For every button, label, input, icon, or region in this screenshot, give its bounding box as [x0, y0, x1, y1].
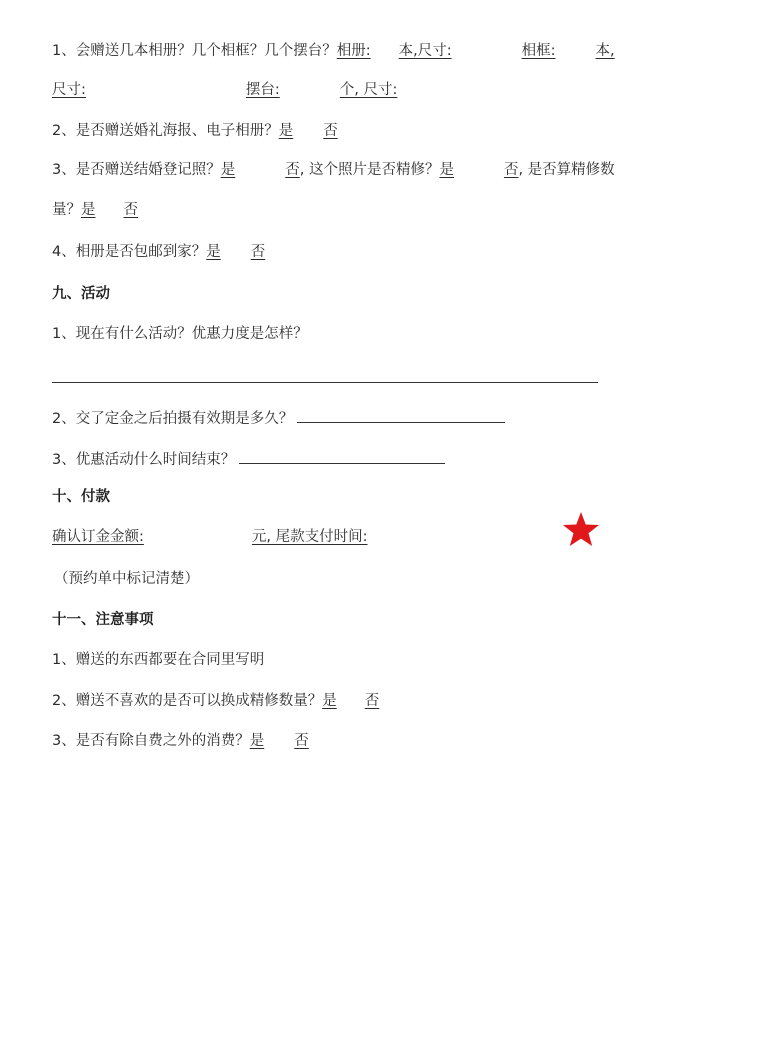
section9-q3-blank[interactable] [239, 447, 445, 464]
section11-item2-text: 2、赠送不喜欢的是否可以换成精修数量？ [52, 693, 323, 709]
section9-heading: 九、活动 [52, 286, 110, 302]
q1-size-stand-field [52, 82, 457, 98]
q2-no[interactable]: 否 [323, 123, 338, 139]
section11-item3-yes[interactable]: 是 [249, 733, 265, 749]
q3-line2 [52, 200, 138, 220]
section9-q1: 1、现在有什么活动？优惠力度是怎样？ [52, 326, 308, 342]
deposit-label: 确认订金金额: [52, 529, 144, 545]
section11-item3-text: 3、是否有除自费之外的消费？ [52, 733, 250, 749]
q1-stand-label: 摆台: [245, 82, 280, 98]
q1-album-label: 相册: [336, 43, 371, 59]
q1-frame-label: 相框: [521, 43, 556, 59]
section11-heading: 十一、注意事项 [52, 612, 154, 628]
q4-yes[interactable]: 是 [206, 244, 221, 260]
q3-yes[interactable]: 是 [220, 162, 236, 178]
section11-item1: 1、赠送的东西都要在合同里写明 [52, 652, 265, 668]
q2-yes[interactable]: 是 [278, 123, 294, 139]
q3-no3[interactable]: 否 [123, 202, 138, 218]
section9-q3-line [52, 447, 445, 470]
section9-q2-text: 2、交了定金之后拍摄有效期是多久？ [52, 411, 294, 427]
section11-item2-yes[interactable]: 是 [322, 693, 337, 709]
q3-yes-no-2[interactable] [439, 162, 518, 178]
q1-album-field [337, 43, 615, 59]
star-shape [563, 512, 599, 546]
q1-size2-label: 尺寸: [52, 82, 86, 98]
q1-ben2-label: 本, [595, 43, 615, 59]
q1-ge-label: 个, 尺寸: [339, 82, 398, 98]
q1-line2 [52, 80, 457, 100]
q4-line [52, 242, 265, 262]
section11-item2-line [52, 691, 379, 711]
section9-q3-text: 3、优惠活动什么时间结束？ [52, 452, 236, 468]
section10-note: （预约单中标记清楚） [54, 571, 199, 587]
q3-tail-text: , 是否算精修数 [518, 162, 615, 178]
deposit-field[interactable] [52, 529, 496, 545]
q2-text: 2、是否赠送婚礼海报、电子相册？ [52, 123, 279, 139]
section10-deposit-line [52, 527, 496, 547]
section11-item2-yes-no[interactable] [322, 693, 379, 709]
q2-yes-no[interactable] [279, 123, 338, 139]
section11-item3-line [52, 731, 309, 751]
q3-no[interactable]: 否 [285, 162, 300, 178]
section11-item3-no[interactable]: 否 [294, 733, 309, 749]
q3-yes3[interactable]: 是 [81, 202, 96, 218]
yuan-label: 元, 尾款支付时间: [251, 529, 368, 545]
q3-cont-text: 量？ [52, 202, 81, 218]
section9-q1-answer-line[interactable] [52, 382, 598, 383]
q2-line [52, 121, 338, 141]
section9-q2-blank[interactable] [297, 406, 505, 423]
section9-q2-line [52, 406, 505, 429]
q3-yes-no[interactable] [221, 162, 300, 178]
section10-heading: 十、付款 [52, 489, 110, 505]
q3-text: 3、是否赠送结婚登记照？ [52, 162, 221, 178]
q3-line1 [52, 160, 615, 180]
star-icon [561, 510, 601, 550]
section11-item2-no[interactable]: 否 [364, 693, 380, 709]
section11-item3-yes-no[interactable] [250, 733, 309, 749]
q3-yes2[interactable]: 是 [439, 162, 454, 178]
q4-no[interactable]: 否 [250, 244, 266, 260]
q4-text: 4、相册是否包邮到家？ [52, 244, 207, 260]
q1-prefix: 1、会赠送几本相册？几个相框？几个摆台？ [52, 43, 337, 59]
q3-mid-text: , 这个照片是否精修？ [299, 162, 440, 178]
q1-ben1-label: 本,尺寸: [398, 43, 452, 59]
q1-line1 [52, 41, 615, 61]
q3-no2[interactable]: 否 [503, 162, 519, 178]
q4-yes-no[interactable] [206, 244, 265, 260]
q3-yes-no-3[interactable] [81, 202, 138, 218]
